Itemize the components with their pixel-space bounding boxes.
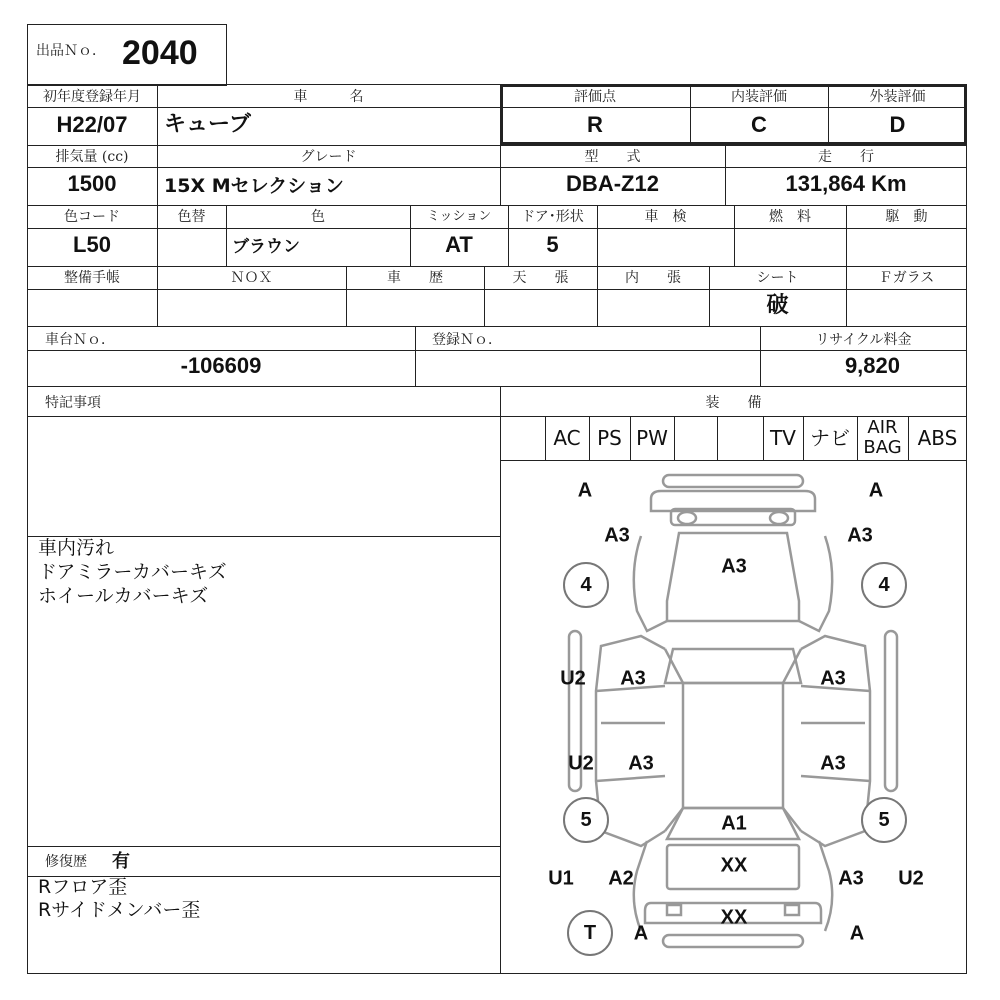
car-name-label: 車 名 [293, 89, 364, 105]
equipment-item-navi: ナビ [810, 426, 850, 450]
grade: 15X Mセレクション [164, 175, 344, 197]
score: R [587, 112, 603, 137]
row-divider [27, 350, 967, 351]
damage-mark: A [633, 922, 649, 945]
damage-mark: A [849, 922, 865, 945]
wheel-rear-right: 5 [861, 797, 907, 843]
exterior-label: 外装評価 [869, 89, 926, 105]
row-divider [27, 167, 967, 168]
mileage-label: 走 行 [818, 149, 874, 165]
color: ブラウン [232, 237, 300, 257]
wheel-front-left: 4 [563, 562, 609, 608]
lot-number: 2040 [122, 34, 198, 72]
first-registration: H22/07 [56, 112, 128, 137]
note-line: ホイールカバーキズ [38, 585, 209, 607]
row-divider [27, 205, 967, 206]
note-line: 車内汚れ [38, 537, 115, 559]
interior-label: 内装評価 [731, 89, 787, 105]
repair-history-label: 修復歴 [45, 854, 87, 870]
chassis-label: 車台Ｎｏ． [45, 332, 115, 348]
row-divider [27, 289, 967, 290]
nox-label: ＮＯＸ [230, 270, 273, 286]
interior-score: C [751, 112, 767, 137]
model: DBA-Z12 [566, 171, 659, 196]
equipment-item-pw: PW [636, 426, 668, 450]
mission: AT [445, 232, 473, 257]
repair-divider [27, 846, 501, 847]
row-divider [27, 145, 967, 146]
damage-mark: A3 [847, 524, 873, 547]
equipment-item-airbag: AIR BAG [863, 417, 902, 458]
lot-number-label: 出品Ｎｏ． [36, 43, 106, 59]
mission-label: ミッション [426, 209, 492, 224]
damage-mark: A3 [820, 667, 846, 690]
door-label: ドア･形状 [521, 209, 584, 225]
equipment-item-ps: PS [597, 426, 622, 450]
damage-mark: A [868, 479, 884, 502]
row-divider [27, 386, 967, 387]
row-divider [27, 266, 967, 267]
car-name: キューブ [164, 112, 251, 137]
color-label: 色 [311, 209, 325, 225]
spare-tire: T [567, 910, 613, 956]
door: 5 [546, 232, 559, 257]
car-history-label: 車 歴 [387, 270, 443, 286]
drive-label: 駆 動 [885, 209, 928, 225]
notes-label: 特記事項 [45, 395, 101, 411]
year-label: 初年度登録年月 [43, 89, 141, 105]
ceiling-label: 天 張 [512, 270, 569, 286]
front-glass-label: Ｆガラス [878, 270, 935, 286]
chassis-number: -106609 [180, 353, 262, 378]
eq-divider [674, 416, 675, 460]
fuel-label: 燃 料 [769, 209, 811, 225]
damage-mark: U2 [560, 667, 586, 690]
eq-divider [717, 416, 718, 460]
damage-mark: A3 [820, 752, 846, 775]
row-divider [27, 228, 967, 229]
mileage: 131,864 Km [785, 171, 907, 196]
exterior-score: D [889, 112, 906, 137]
score-label: 評価点 [574, 89, 616, 105]
repair-line: Rフロア歪 [38, 876, 128, 898]
inner-lining-label: 内 張 [625, 270, 681, 286]
damage-mark: U2 [568, 752, 594, 775]
damage-mark: A1 [721, 812, 747, 835]
damage-mark: A3 [604, 524, 630, 547]
color-code-label: 色コード [64, 209, 120, 225]
repaint-label: 色替 [177, 209, 206, 225]
damage-mark: U2 [898, 867, 924, 890]
col-divider [415, 326, 416, 386]
damage-mark: A3 [721, 555, 747, 578]
note-line: ドアミラーカバーキズ [38, 561, 227, 583]
seat-condition: 破 [766, 293, 789, 318]
service-book-label: 整備手帳 [64, 270, 120, 286]
row-divider [27, 326, 967, 327]
damage-mark: A [577, 479, 593, 502]
damage-mark: XX [720, 906, 748, 929]
equipment-label: 装 備 [705, 395, 762, 411]
repair-history-value: 有 [112, 851, 130, 872]
equipment-item-ac: AC [553, 426, 581, 450]
wheel-front-right: 4 [861, 562, 907, 608]
seat-label: シート [756, 270, 799, 286]
equipment-item-abs: ABS [917, 426, 958, 450]
displacement: 1500 [67, 171, 117, 196]
displacement-label: 排気量 (cc) [55, 149, 129, 165]
car-diagram [501, 461, 966, 973]
equipment-item-tv: TV [770, 426, 796, 450]
damage-mark: A3 [620, 667, 646, 690]
damage-mark: XX [720, 854, 748, 877]
recycle-fee: 9,820 [844, 353, 900, 378]
registration-label: 登録Ｎｏ． [432, 332, 502, 348]
damage-mark: A3 [838, 867, 864, 890]
damage-mark: A2 [608, 867, 634, 890]
damage-mark: U1 [548, 867, 574, 890]
grade-label: グレード [300, 149, 357, 165]
row-divider [27, 416, 501, 417]
color-code: L50 [73, 232, 111, 257]
repair-line: Rサイドメンバー歪 [38, 899, 201, 921]
wheel-rear-left: 5 [563, 797, 609, 843]
model-label: 型 式 [584, 149, 641, 165]
inspection-label: 車 検 [644, 209, 687, 225]
recycle-fee-label: リサイクル料金 [815, 332, 912, 348]
damage-mark: A3 [628, 752, 654, 775]
